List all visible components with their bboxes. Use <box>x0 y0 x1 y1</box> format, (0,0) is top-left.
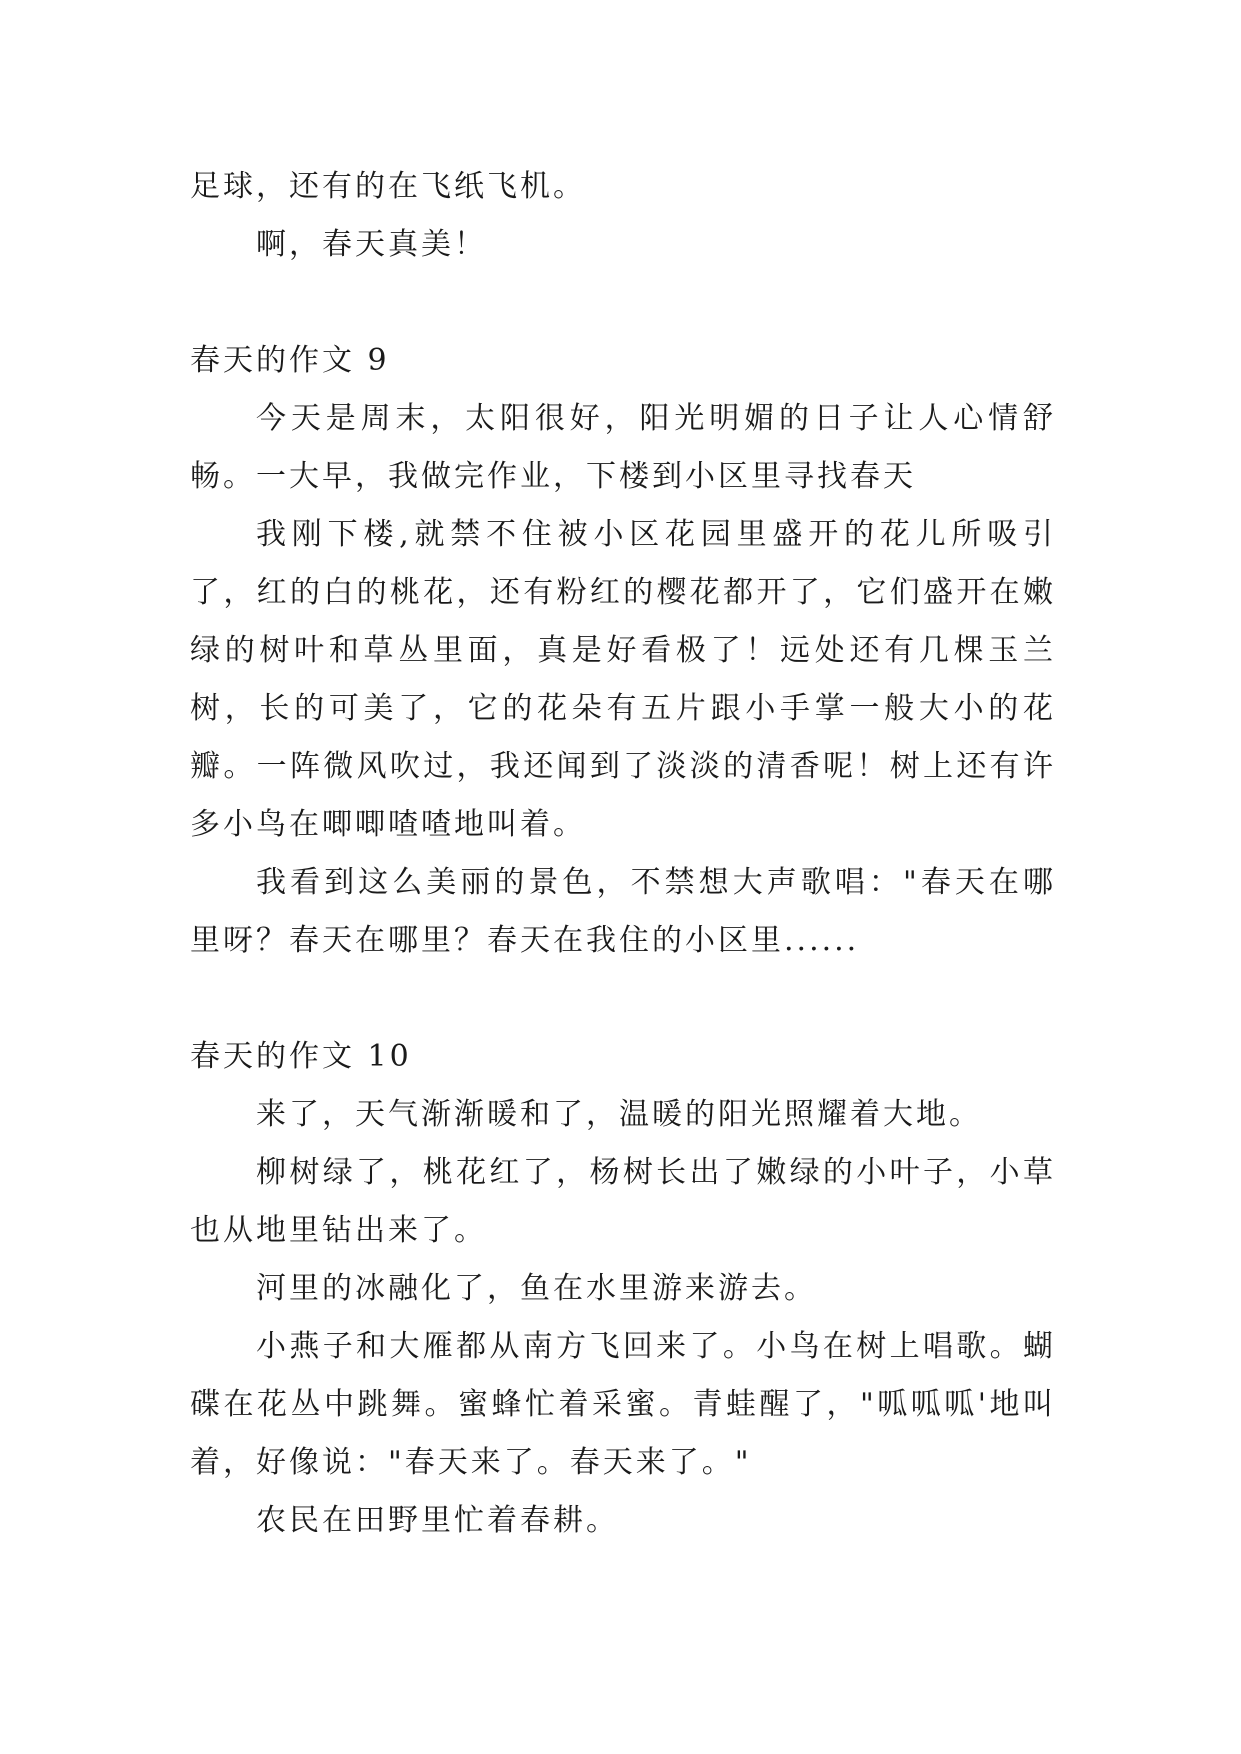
essay-paragraph: 我刚下楼,就禁不住被小区花园里盛开的花儿所吸引了，红的白的桃花，还有粉红的樱花都开了，它们盛开在嫩绿的树叶和草丛里面，真是好看极了！远处还有几棵玉兰树，长的可美了，它的花朵有五片跟小手掌一般大小的花瓣。一阵微风吹过，我还闻到了淡淡的清香呢！树上还有许多小鸟在唧唧喳喳地叫着。 <box>190 517 1056 842</box>
essay-paragraph: 农民在田野里忙着春耕。 <box>256 1503 619 1538</box>
essay-paragraph: 小燕子和大雁都从南方飞回来了。小鸟在树上唱歌。蝴碟在花丛中跳舞。蜜蜂忙着采蜜。青蛙醒了，"呱呱呱'地叫着，好像说："春天来了。春天来了。" <box>190 1329 1056 1480</box>
intro-paragraph: 足球，还有的在飞纸飞机。 <box>190 169 586 204</box>
section-gap <box>190 274 1056 332</box>
essay-title: 春天的作文 9 <box>190 343 390 378</box>
essay-paragraph: 来了，天气渐渐暖和了，温暖的阳光照耀着大地。 <box>256 1097 982 1132</box>
section-gap <box>190 970 1056 1028</box>
essay-paragraph: 我看到这么美丽的景色，不禁想大声歌唱："春天在哪里呀？春天在哪里？春天在我住的小区里...... <box>190 865 1056 958</box>
essay-paragraph: 河里的冰融化了，鱼在水里游来游去。 <box>256 1271 817 1306</box>
intro-paragraph: 啊，春天真美！ <box>256 227 487 262</box>
essay-paragraph: 柳树绿了，桃花红了，杨树长出了嫩绿的小叶子，小草也从地里钻出来了。 <box>190 1155 1056 1248</box>
essay-title: 春天的作文 10 <box>190 1039 412 1074</box>
document-body <box>190 158 1056 1550</box>
essay-paragraph: 今天是周末，太阳很好，阳光明媚的日子让人心情舒畅。一大早，我做完作业，下楼到小区里寻找春天 <box>190 401 1056 494</box>
